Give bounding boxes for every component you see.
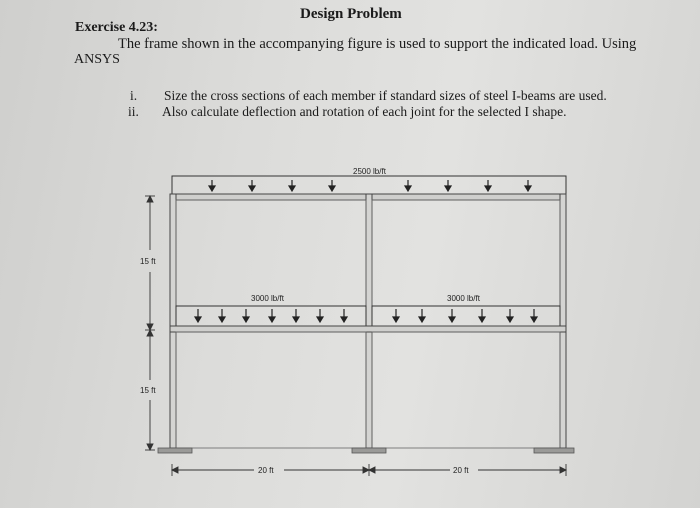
mid-load-block-right [372, 306, 560, 326]
left-support [158, 448, 192, 453]
right-column [560, 194, 566, 448]
right-span-label: 20 ft [453, 466, 469, 475]
problem-statement-tail: ANSYS [74, 52, 120, 67]
top-load-label: 2500 lb/ft [353, 167, 386, 176]
page-title: Design Problem [300, 6, 402, 22]
right-support [534, 448, 574, 453]
task-number: ii. [128, 104, 139, 119]
mid-load-block-left [176, 306, 366, 326]
middle-beam [170, 326, 566, 332]
top-load-block [172, 176, 566, 194]
lower-height-label: 15 ft [140, 386, 156, 395]
middle-column [366, 194, 372, 448]
left-column [170, 194, 176, 448]
task-text: Also calculate deflection and rotation of each joint for the selected I shape. [162, 104, 567, 119]
mid-load-left-label: 3000 lb/ft [251, 294, 284, 303]
task-number: i. [130, 88, 138, 103]
mid-load-right-label: 3000 lb/ft [447, 294, 480, 303]
exercise-label: Exercise 4.23: [75, 20, 158, 35]
vertical-dimension [145, 196, 155, 450]
task-text: Size the cross sections of each member if standard sizes of steel I-beams are used. [164, 88, 607, 103]
middle-support [352, 448, 386, 453]
upper-height-label: 15 ft [140, 257, 156, 266]
horizontal-dimension [172, 464, 566, 476]
problem-statement: The frame shown in the accompanying figure is used to support the indicated load. Using [118, 36, 637, 52]
top-load-arrows [209, 180, 531, 191]
left-span-label: 20 ft [258, 466, 274, 475]
